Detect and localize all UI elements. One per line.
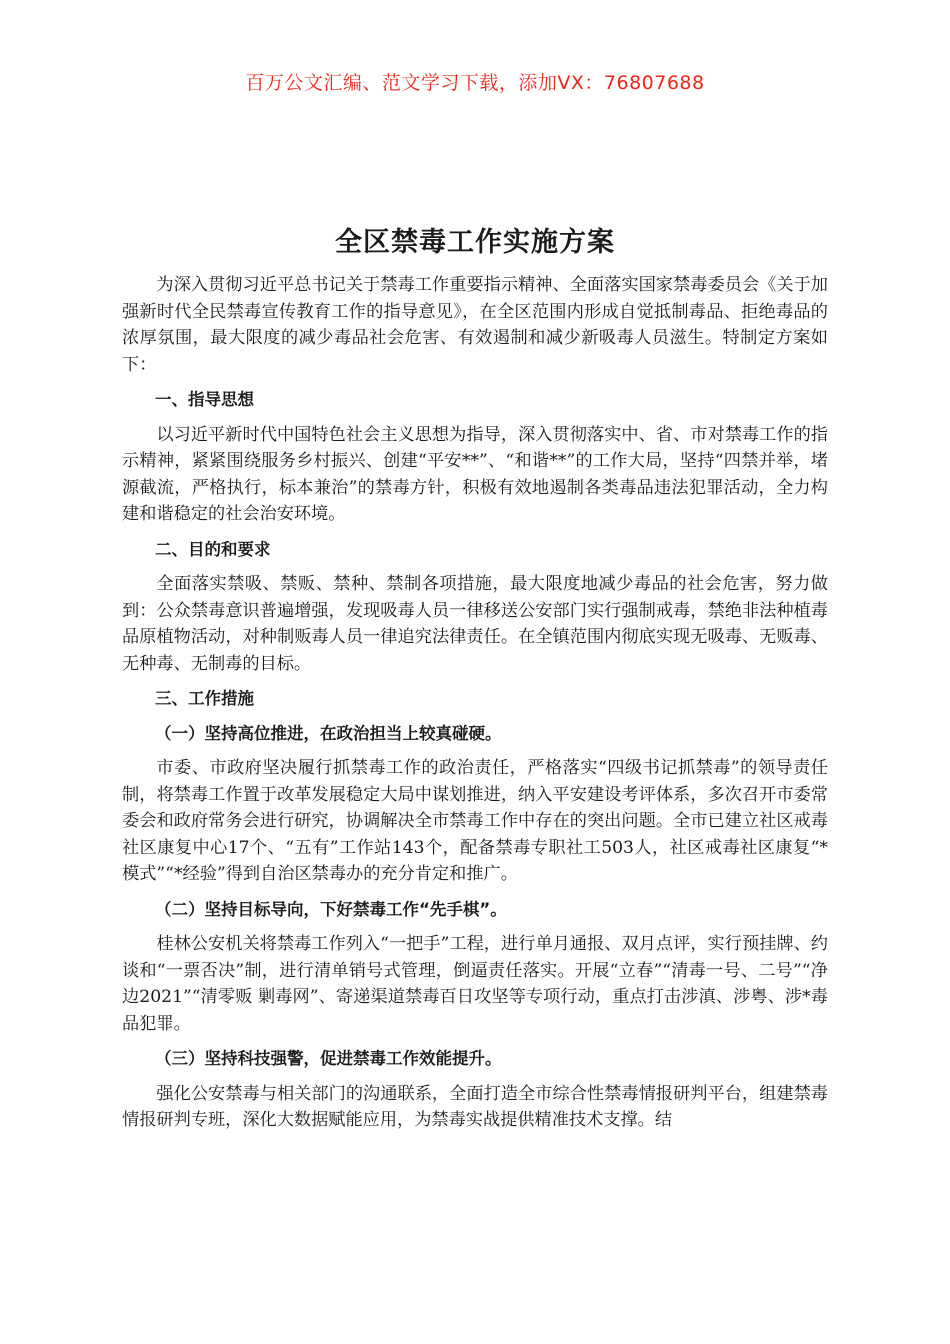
document-title: 全区禁毒工作实施方案 [335, 227, 615, 258]
subheading-measure-1: （一）坚持高位推进，在政治担当上较真碰硬。 [155, 723, 502, 743]
paragraph-measure-2: 桂林公安机关将禁毒工作列入“一把手”工程，进行单月通报、双月点评，实行预挂牌、约谈和“一票否决”制，进行清单销号式管理，倒逼责任落实。开展“立春”“清毒一号、二号”“净边2021”“清零贩 剿毒网”、寄递渠道禁毒百日攻坚等专项行动，重点打击涉滇、涉粤、涉*毒品犯罪。 [122, 934, 828, 1034]
section-heading-guiding-ideology: 一、指导思想 [155, 390, 254, 409]
paragraph-goals: 全面落实禁吸、禁贩、禁种、禁制各项措施，最大限度地减少毒品的社会危害，努力做到：公众禁毒意识普遍增强，发现吸毒人员一律移送公安部门实行强制戒毒，禁绝非法种植毒品原植物活动，对种制贩毒人员一律追究法律责任。在全镇范围内彻底实现无吸毒、无贩毒、无种毒、无制毒的目标。 [122, 574, 828, 674]
paragraph-guiding-ideology: 以习近平新时代中国特色社会主义思想为指导，深入贯彻落实中、省、市对禁毒工作的指示精神，紧紧围绕服务乡村振兴、创建“平安**”、“和谐**”的工作大局，坚持“四禁并举，堵源截流，严格执行，标本兼治”的禁毒方针，积极有效地遏制各类毒品违法犯罪活动，全力构建和谐稳定的社会治安环境。 [122, 424, 828, 524]
section-heading-goals: 二、目的和要求 [155, 539, 271, 559]
subheading-measure-2: （二）坚持目标导向，下好禁毒工作“先手棋”。 [155, 899, 507, 919]
paragraph-measure-1: 市委、市政府坚决履行抓禁毒工作的政治责任，严格落实“四级书记抓禁毒”的领导责任制，将禁毒工作置于改革发展稳定大局中谋划推进，纳入平安建设考评体系，多次召开市委常委会和政府常务会进行研究，协调解决全市禁毒工作中存在的突出问题。全市已建立社区戒毒社区康复中心17个、“五有”工作站143个，配备禁毒专职社工503人，社区戒毒社区康复“*模式”“*经验”得到自治区禁毒办的充分肯定和推广。 [122, 758, 828, 884]
paragraph-measure-3: 强化公安禁毒与相关部门的沟通联系，全面打造全市综合性禁毒情报研判平台，组建禁毒情报研判专班，深化大数据赋能应用，为禁毒实战提供精准技术支撑。结 [122, 1083, 828, 1130]
subheading-measure-3: （三）坚持科技强警，促进禁毒工作效能提升。 [155, 1049, 502, 1068]
document-body [122, 272, 828, 1134]
watermark-header: 百万公文汇编、范文学习下载，添加VX：76807688 [245, 72, 705, 94]
section-heading-measures: 三、工作措施 [155, 689, 254, 708]
intro-paragraph: 为深入贯彻习近平总书记关于禁毒工作重要指示精神、全面落实国家禁毒委员会《关于加强新时代全民禁毒宣传教育工作的指导意见》，在全区范围内形成自觉抵制毒品、拒绝毒品的浓厚氛围，最大限度的减少毒品社会危害、有效遏制和减少新吸毒人员滋生。特制定方案如下： [122, 275, 828, 375]
